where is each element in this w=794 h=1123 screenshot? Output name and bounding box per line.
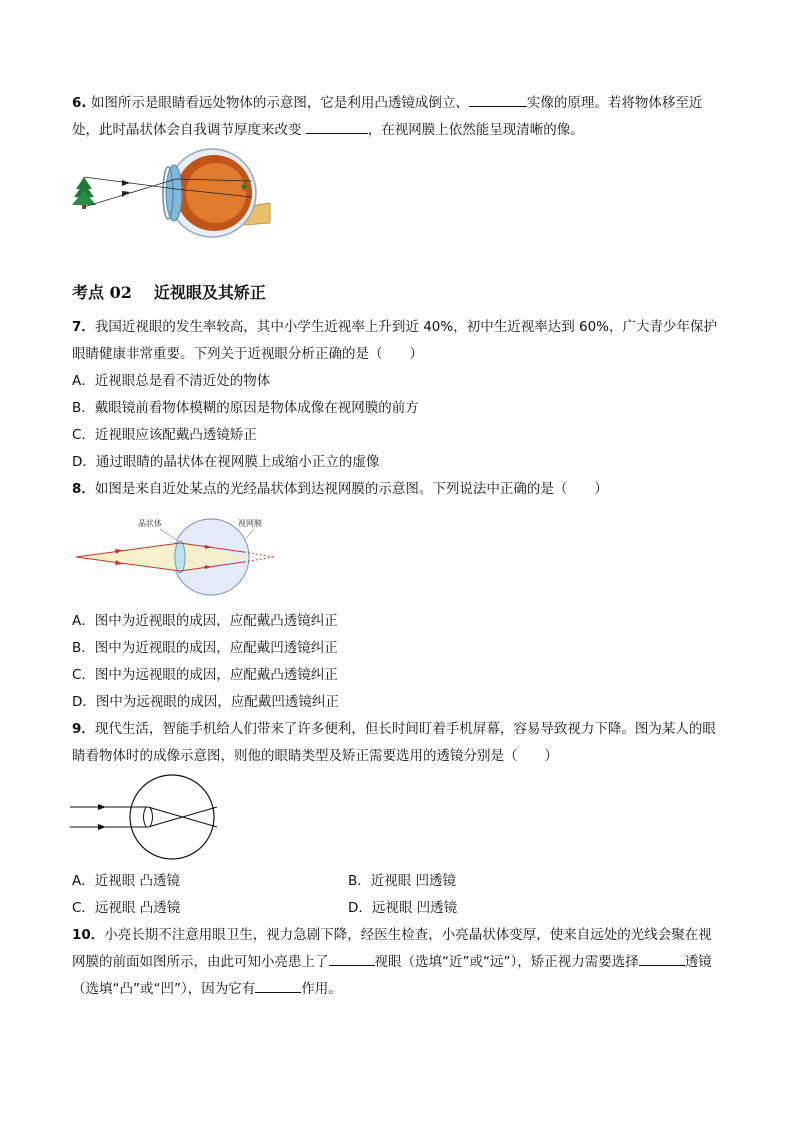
option-b[interactable]: B．近视眼 凹透镜 [348,873,457,889]
section-title: 考点 02 近视眼及其矫正 [72,283,266,302]
answer-blank[interactable] [639,951,685,966]
option-a[interactable]: A．近视眼总是看不清近处的物体 [72,373,271,389]
option-c[interactable]: C．近视眼应该配戴凸透镜矫正 [72,427,257,443]
question-7-text: 7．我国近视眼的发生率较高，其中小学生近视率上升到近 40%，初中生近视率达到 60%，广大青少年保护眼睛健康非常重要。下列关于近视眼分析正确的是（ ） [72,319,717,362]
option-d[interactable]: D．远视眼 凹透镜 [348,900,458,916]
question-9-text: 9．现代生活，智能手机给人们带来了许多便利，但长时间盯着手机屏幕，容易导致视力下降。图为某人的眼睛看物体时的成像示意图，则他的眼睛类型及矫正需要选用的透镜分别是（ ） [72,721,716,764]
option-a[interactable]: A．近视眼 凸透镜 [72,873,181,889]
option-a[interactable]: A．图中为近视眼的成因，应配戴凸透镜纠正 [72,613,338,629]
question-7 [72,314,724,368]
question-6 [72,90,724,144]
option-c[interactable]: C．远视眼 凸透镜 [72,900,181,916]
answer-blank[interactable] [255,978,301,993]
option-b[interactable]: B．图中为近视眼的成因，应配戴凹透镜纠正 [72,640,338,656]
question-6-text: 6. 如图所示是眼睛看远处物体的示意图，它是利用凸透镜成倒立、 实像的原理。若将物体移至近处，此时晶状体会自我调节厚度来改变 ，在视网膜上依然能呈现清晰的像。 [72,90,724,144]
question-8 [72,476,724,503]
eye-tree-diagram [72,145,272,245]
question-9 [72,716,724,770]
question-number: 6. [72,95,87,111]
question-8-text: 8．如图是来自近处某点的光经晶状体到达视网膜的示意图。下列说法中正确的是（ ） [72,481,608,497]
option-c[interactable]: C．图中为远视眼的成因，应配戴凸透镜纠正 [72,667,338,683]
question-10 [72,922,724,1003]
question-number: 7． [72,319,95,335]
lens-label: 晶状体 [138,519,162,528]
option-d[interactable]: D．通过眼睛的晶状体在视网膜上成缩小正立的虚像 [72,454,380,470]
eye-near-point-diagram [76,515,276,600]
question-number: 8． [72,481,95,497]
answer-blank[interactable] [469,92,527,107]
answer-blank[interactable] [306,119,368,134]
question-10-text: 10．小亮长期不注意用眼卫生，视力急剧下降，经医生检查，小亮晶状体变厚，使来自远处的光线会聚在视网膜的前面如图所示，由此可知小亮患上了 视眼（选填“近”或“远”），矫正视力需要选择 透镜（选填“凸”或“凹”），因为它有 作用。 [72,927,712,997]
question-number: 9． [72,721,95,737]
option-d[interactable]: D．图中为远视眼的成因，应配戴凹透镜纠正 [72,694,339,710]
retina-label: 视网膜 [238,519,262,528]
eye-focus-diagram [70,775,220,865]
question-number: 10． [72,927,105,943]
answer-blank[interactable] [329,951,375,966]
option-b[interactable]: B．戴眼镜前看物体模糊的原因是物体成像在视网膜的前方 [72,400,419,416]
